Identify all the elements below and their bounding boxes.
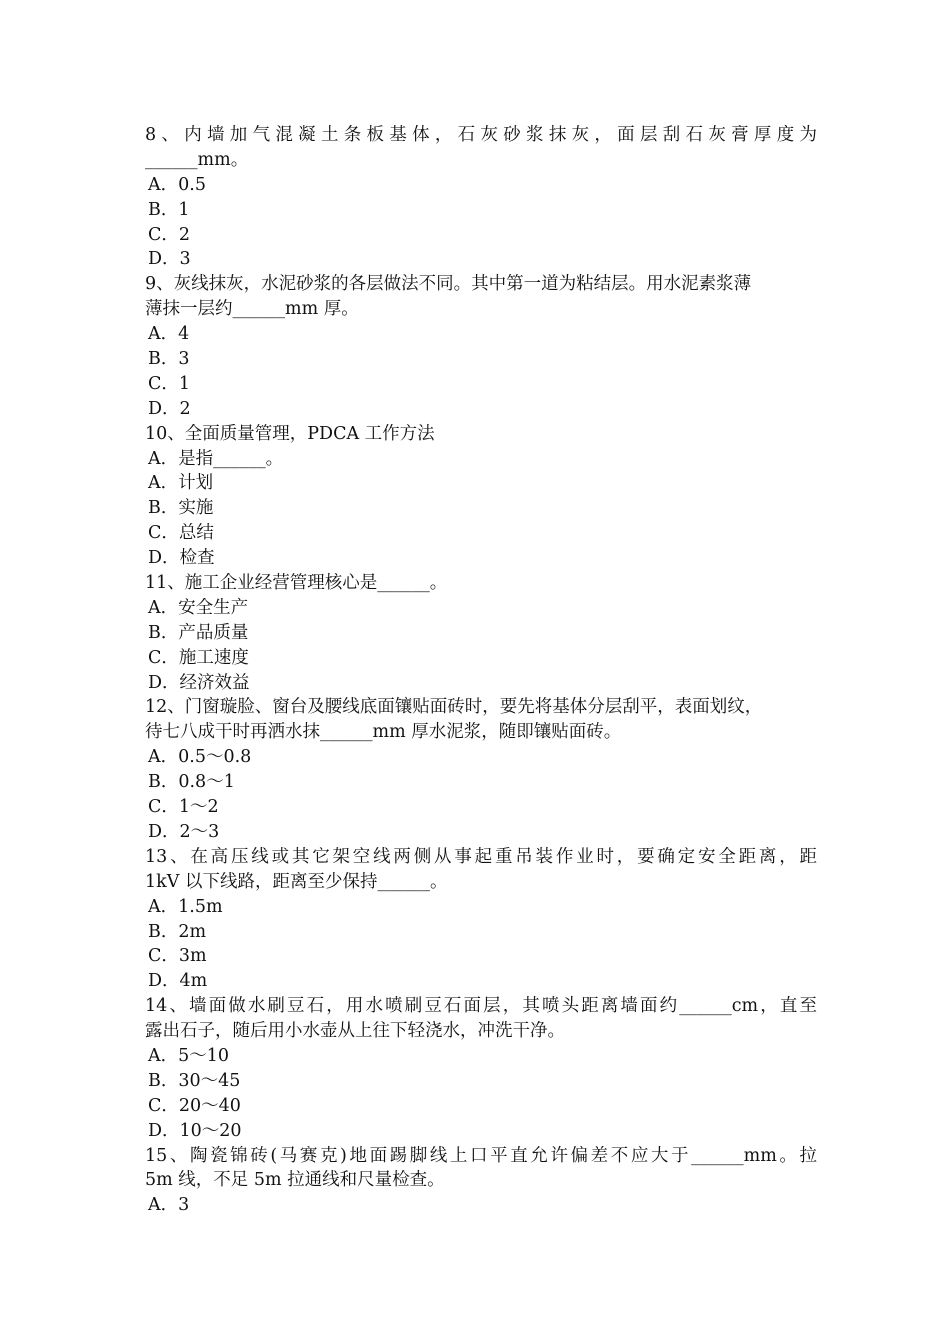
question-block [145,1144,817,1219]
question-text-line [145,695,817,720]
question-text: 13、在高压线或其它架空线两侧从事起重吊装作业时，要确定安全距离，距 [145,846,817,867]
answer-option: B．2m [148,921,207,942]
question-text: 8、内墙加气混凝土条板基体，石灰砂浆抹灰，面层刮石灰膏厚度为 [145,125,817,145]
answer-option: C．3m [148,946,207,967]
question-text-line [145,571,817,596]
question-block [145,272,817,421]
question-text-line [145,720,817,745]
answer-option: D．经济效益 [148,672,250,693]
question-text-line [145,1168,817,1193]
answer-option: A．4 [148,324,190,345]
document-page [145,123,817,1218]
answer-option: D．2 [148,398,191,419]
question-text: 1kV 以下线路，距离至少保持______。 [145,871,448,892]
answer-option: D．4m [148,971,208,992]
question-block [145,422,817,571]
question-block [145,123,817,272]
answer-option: A．0.5 [148,174,206,195]
answer-option: D．2～3 [148,821,220,842]
question-text-line [145,272,817,297]
question-text: 12、门窗璇脸、窗台及腰线底面镶贴面砖时，要先将基体分层刮平，表面划纹， [145,697,763,718]
question-text: 15、陶瓷锦砖(马赛克)地面踢脚线上口平直允许偏差不应大于______mm。拉 [145,1145,817,1166]
answer-option: D．10～20 [148,1120,242,1141]
question-text: 9、灰线抹灰，水泥砂浆的各层做法不同。其中第一道为粘结层。用水泥素浆薄 [145,274,752,295]
answer-option: A．3 [148,1195,190,1216]
question-text-line [145,422,817,447]
answer-option: C．总结 [148,523,214,544]
answer-option: D．检查 [148,548,215,569]
answer-option: B．1 [148,199,190,220]
question-text: 14、墙面做水刷豆石，用水喷刷豆石面层，其喷头距离墙面约______cm，直至 [145,996,817,1017]
question-block [145,845,817,994]
answer-option: C．1～2 [148,797,219,818]
answer-option: C．2 [148,224,191,245]
question-text: 待七八成干时再洒水抹______mm 厚水泥浆，随即镶贴面砖。 [145,722,622,743]
answer-option: A．安全生产 [148,597,249,618]
question-text-line [145,148,817,173]
question-text: 10、全面质量管理，PDCA 工作方法 [145,423,435,444]
question-text-line [145,870,817,895]
question-block [145,695,817,844]
question-text: 露出石子，随后用小水壶从上往下轻浇水，冲洗干净。 [145,1021,565,1042]
answer-option: B．0.8～1 [148,772,235,793]
answer-option: C．20～40 [148,1095,241,1116]
question-text-line [145,297,817,322]
answer-option: B．3 [148,349,190,370]
question-block [145,571,817,695]
answer-option: C．施工速度 [148,647,249,668]
answer-option: A．0.5～0.8 [148,747,252,768]
answer-option: A．1.5m [148,896,223,917]
answer-option: B．产品质量 [148,622,249,643]
question-block [145,994,817,1143]
question-text: 11、施工企业经营管理核心是______。 [145,573,448,594]
answer-option: D．3 [148,249,191,270]
question-text: ______mm。 [145,149,249,170]
question-text-line [145,1019,817,1044]
answer-option: A．5～10 [148,1045,230,1066]
question-text-line [145,994,817,1019]
answer-option: B．实施 [148,498,214,519]
answer-option: A．计划 [148,473,214,494]
question-text-line [145,123,817,148]
question-text-line [145,1144,817,1169]
answer-option: C．1 [148,373,191,394]
question-text-line [145,845,817,870]
question-text: 薄抹一层约______mm 厚。 [145,299,359,320]
answer-option: A．是指______。 [148,448,284,469]
answer-option: B．30～45 [148,1070,241,1091]
question-text: 5m 线，不足 5m 拉通线和尺量检查。 [145,1170,445,1191]
